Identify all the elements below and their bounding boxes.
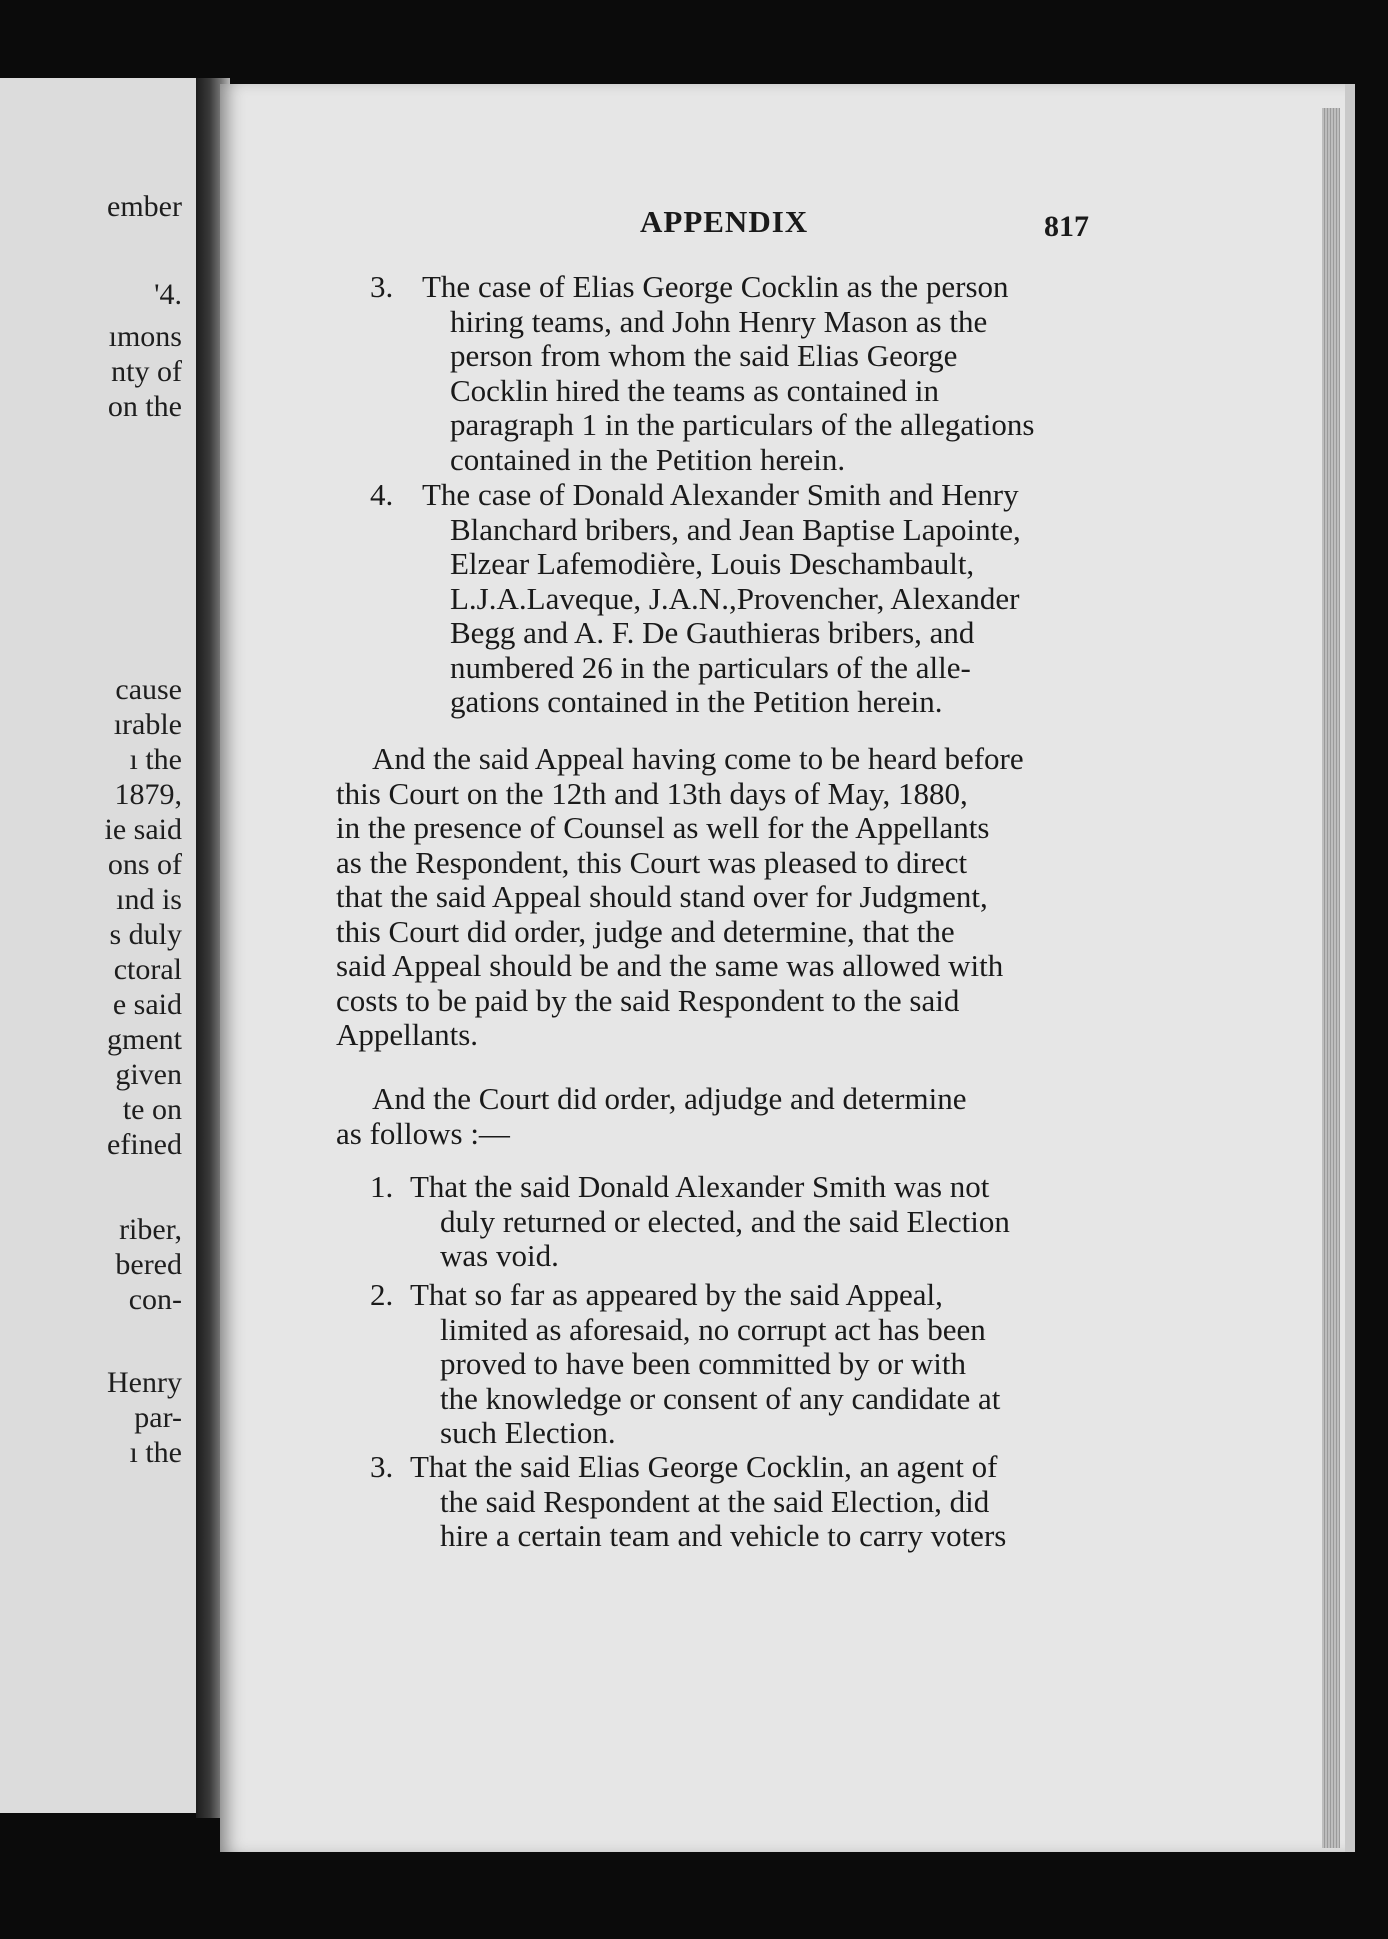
text-line: Blanchard bribers, and Jean Baptise Lapointe, <box>450 511 1021 547</box>
text-line: said Appeal should be and the same was allowed with <box>336 948 1004 983</box>
text-line: was void. <box>440 1238 559 1273</box>
facing-page-line: par- <box>134 1401 182 1434</box>
facing-page-line: ons of <box>107 848 182 881</box>
facing-page-line: s duly <box>109 918 182 951</box>
text-line: hire a certain team and vehicle to carry voters <box>440 1518 1007 1553</box>
text-line: duly returned or elected, and the said Election <box>440 1203 1010 1239</box>
facing-page-line: Henry <box>107 1366 182 1399</box>
text-line: proved to have been committed by or with <box>440 1346 967 1381</box>
text-line: Appellants. <box>336 1017 479 1052</box>
facing-page-line: con- <box>128 1283 182 1316</box>
facing-page-line: efined <box>107 1128 182 1161</box>
facing-page-line: nty of <box>111 355 182 388</box>
text-line: costs to be paid by the said Respondent to the said <box>336 982 960 1018</box>
order-item-1 <box>370 1170 1108 1274</box>
text-line: And the Court did order, adjudge and determine <box>372 1081 967 1116</box>
order-item-2 <box>370 1278 1108 1451</box>
list-item-3 <box>370 270 1108 477</box>
text-line: this Court on the 12th and 13th days of May, 1880, <box>336 775 968 811</box>
paragraph-appeal-heard <box>336 742 1106 1053</box>
text-line: The case of Elias George Cocklin as the person <box>422 269 1009 304</box>
list-item-4 <box>370 478 1108 720</box>
facing-page-line: ctoral <box>113 953 182 986</box>
item-number: 3. <box>370 269 394 304</box>
facing-page-line: ımons <box>108 320 182 353</box>
text-line: this Court did order, judge and determine, that the <box>336 913 955 949</box>
item-number: 1. <box>370 1169 394 1204</box>
text-line: as follows :— <box>336 1115 510 1151</box>
text-line: The case of Donald Alexander Smith and Henry <box>422 477 1019 512</box>
facing-page-line: 1879, <box>114 778 182 811</box>
text-line: Cocklin hired the teams as contained in <box>450 372 939 408</box>
facing-page-line: riber, <box>119 1213 182 1246</box>
facing-page-line: e said <box>112 988 182 1021</box>
facing-page-line: '4. <box>154 278 182 311</box>
text-line: Elzear Lafemodière, Louis Deschambault, <box>450 546 975 581</box>
item-number: 4. <box>370 477 394 512</box>
facing-page-line: ie said <box>104 813 182 846</box>
facing-page-line: te on <box>122 1093 182 1126</box>
facing-page-line: cause <box>115 673 182 706</box>
text-line: in the presence of Counsel as well for the Appellants <box>336 810 990 845</box>
text-line: gations contained in the Petition herein. <box>450 684 943 719</box>
text-line: as the Respondent, this Court was pleased to direct <box>336 844 968 880</box>
facing-page-line: on the <box>107 390 182 423</box>
facing-page-fragment <box>0 78 200 1813</box>
text-line: numbered 26 in the particulars of the alle- <box>450 649 971 685</box>
item-number: 2. <box>370 1277 394 1312</box>
text-line: that the said Appeal should stand over for Judgment, <box>336 879 988 914</box>
text-line: That the said Donald Alexander Smith was not <box>410 1169 990 1204</box>
paragraph-court-order <box>336 1082 1106 1151</box>
text-line: L.J.A.Laveque, J.A.N.,Provencher, Alexander <box>450 580 1020 616</box>
text-line: the knowledge or consent of any candidate at <box>440 1380 1001 1416</box>
facing-page-line: given <box>115 1058 182 1091</box>
item-number: 3. <box>370 1449 394 1484</box>
running-head: APPENDIX <box>640 204 809 239</box>
text-line: hiring teams, and John Henry Mason as the <box>450 303 988 339</box>
facing-page-line: bered <box>115 1248 182 1281</box>
text-line: And the said Appeal having come to be heard before <box>372 741 1024 776</box>
text-line: the said Respondent at the said Election, did <box>440 1483 990 1519</box>
page-edge <box>1322 108 1340 1848</box>
page-number: 817 <box>1044 210 1089 243</box>
facing-page-line: ı the <box>129 743 182 776</box>
text-line: paragraph 1 in the particulars of the allegations <box>450 407 1035 442</box>
text-line: Begg and A. F. De Gauthieras bribers, and <box>450 615 975 650</box>
order-item-3 <box>370 1450 1108 1554</box>
text-line: person from whom the said Elias George <box>450 338 958 373</box>
text-line: such Election. <box>440 1415 616 1450</box>
facing-page-line: gment <box>107 1023 182 1056</box>
facing-page-line: ınd is <box>116 883 182 916</box>
facing-page-line: ırable <box>113 708 182 741</box>
text-line: That the said Elias George Cocklin, an agent of <box>410 1449 998 1484</box>
text-line: contained in the Petition herein. <box>450 441 846 477</box>
facing-page-line: ı the <box>129 1436 182 1469</box>
facing-page-line: ember <box>107 190 182 223</box>
text-line: limited as aforesaid, no corrupt act has been <box>440 1311 986 1347</box>
text-line: That so far as appeared by the said Appeal, <box>410 1277 943 1312</box>
